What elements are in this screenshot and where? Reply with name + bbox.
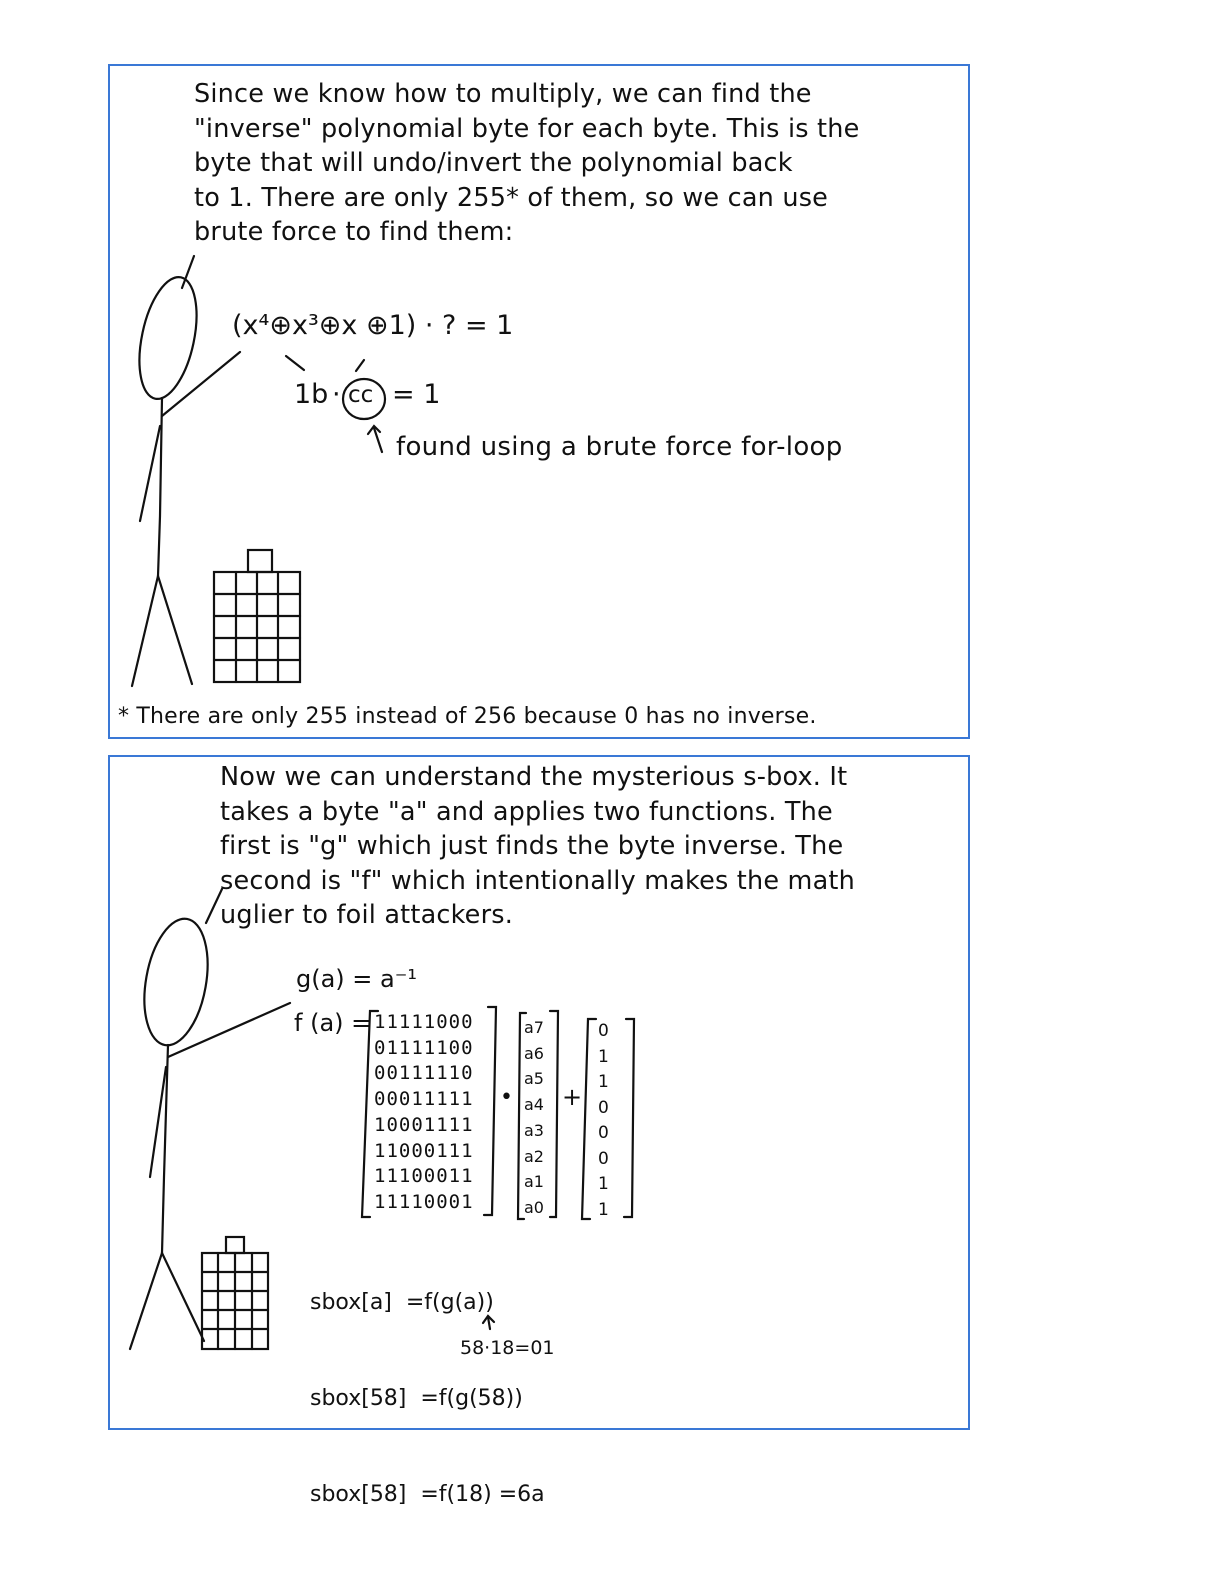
hex-byte-1b: 1b [294, 379, 329, 410]
narration-line: takes a byte "a" and applies two functions. The [220, 796, 833, 827]
equals-one: = 1 [392, 379, 441, 410]
footnote: * There are only 255 instead of 256 because 0 has no inverse. [118, 704, 817, 729]
vector-entry: a5 [524, 1069, 544, 1089]
constant-vector [598, 1019, 609, 1223]
hex-byte-cc: cc [348, 382, 374, 408]
sbox-line: sbox[58] =f(g(58)) [310, 1386, 523, 1411]
matrix-row: 11110001 [374, 1190, 474, 1213]
narration-line: brute force to find them: [194, 217, 514, 247]
narration-line: first is "g" which just finds the byte inverse. The [220, 831, 844, 861]
comic-panel-sbox [108, 755, 970, 1507]
vector-entry: 1 [598, 1046, 609, 1067]
stick-figure-drawing [110, 66, 972, 741]
narration-line: second is "f" which intentionally makes the math [220, 865, 855, 896]
vector-entry: 0 [598, 1097, 609, 1118]
input-vector [524, 1015, 544, 1221]
narration-line: byte that will undo/invert the polynomial back [194, 148, 793, 178]
matrix-row: 01111100 [374, 1036, 474, 1059]
matrix-row: 11111000 [374, 1011, 474, 1033]
matrix-row: 00011111 [374, 1088, 474, 1111]
vector-entry: a7 [524, 1018, 544, 1037]
g-definition: g(a) = a⁻¹ [296, 965, 418, 993]
narration-line: "inverse" polynomial byte for each byte. This is the [194, 113, 860, 144]
vector-entry: a1 [524, 1172, 544, 1192]
vector-entry: 1 [598, 1072, 609, 1092]
sbox-line: sbox[a] =f(g(a)) [310, 1290, 494, 1315]
brute-force-annotation: found using a brute force for-loop [396, 432, 843, 462]
vector-entry: a4 [524, 1095, 544, 1115]
vector-entry: a6 [524, 1043, 544, 1063]
matrix-dot: • [500, 1085, 513, 1110]
vector-entry: 1 [598, 1199, 609, 1220]
vector-entry: 1 [598, 1174, 609, 1194]
vector-entry: 0 [598, 1123, 609, 1143]
f-label: f (a) = [294, 1009, 372, 1037]
matrix-row: 00111110 [374, 1062, 474, 1085]
vector-entry: a3 [524, 1120, 544, 1140]
comic-panel-inverse [108, 64, 970, 739]
narration-line: uglier to foil attackers. [220, 900, 514, 930]
vector-entry: a0 [524, 1197, 544, 1217]
narration-line: Now we can understand the mysterious s-box. It [220, 762, 848, 792]
plus-sign: + [562, 1083, 583, 1111]
inverse-equation: (x⁴⊕x³⊕x ⊕1) · ? = 1 [232, 310, 514, 341]
affine-matrix [374, 1010, 474, 1216]
inverse-check-note: 58·18=01 [460, 1337, 555, 1359]
matrix-row: 11100011 [374, 1165, 474, 1188]
matrix-row: 10001111 [374, 1113, 474, 1136]
sbox-line: sbox[58] =f(18) =6a [310, 1482, 545, 1507]
vector-entry: 0 [598, 1148, 609, 1169]
narration-line: to 1. There are only 255* of them, so we can use [194, 182, 829, 213]
narration-line: Since we know how to multiply, we can find the [194, 79, 812, 109]
vector-entry: 0 [598, 1021, 609, 1041]
vector-entry: a2 [524, 1146, 544, 1166]
multiply-dot: · [332, 379, 341, 410]
matrix-row: 11000111 [374, 1139, 474, 1162]
sbox-equations [310, 1223, 545, 1575]
